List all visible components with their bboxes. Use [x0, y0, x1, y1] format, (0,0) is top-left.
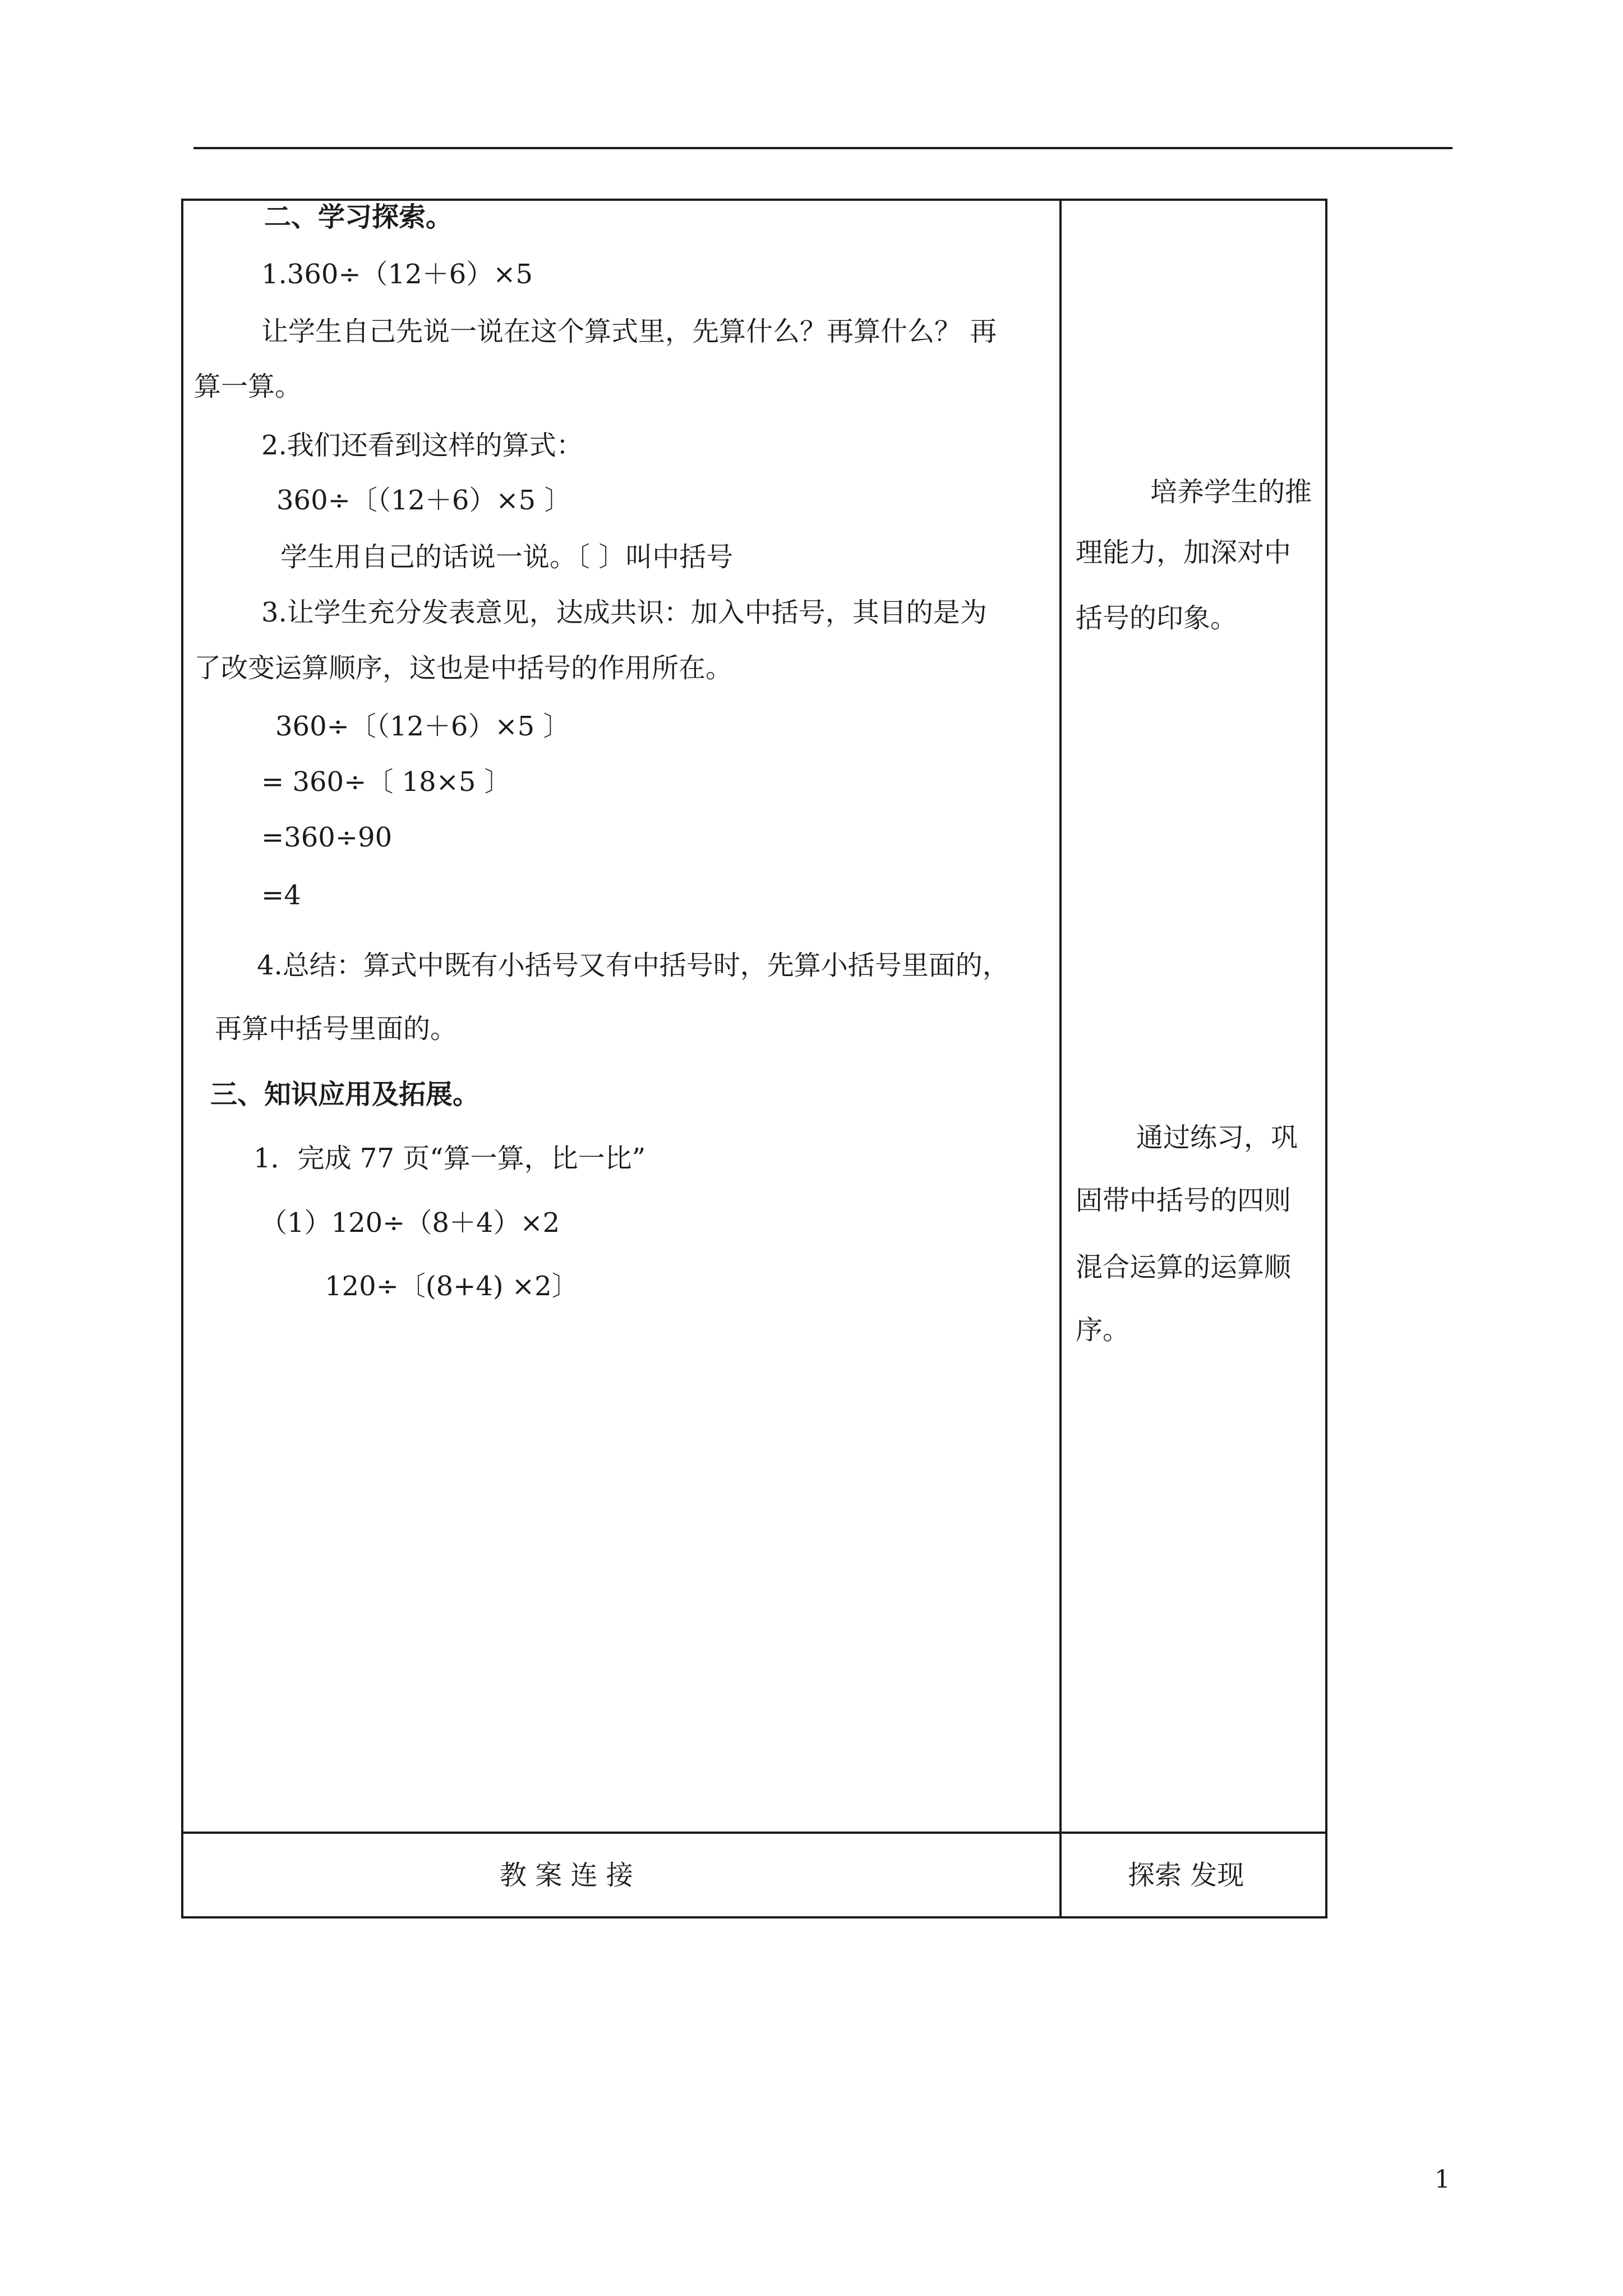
item1-description-line1: 让学生自己先说一说在这个算式里，先算什么？再算什么？ 再	[261, 316, 997, 347]
calc-step-3: =360÷90	[261, 822, 393, 853]
calc-step-4: =4	[261, 880, 301, 911]
item1-expression: 1.360÷（12＋6）×5	[261, 259, 533, 290]
item3-line1: 3.让学生充分发表意见，达成共识：加入中括号，其目的是为	[261, 597, 987, 628]
exercise1-part-b: 120÷〔(8+4) ×2〕	[325, 1271, 579, 1302]
footer-label-lesson-link: 教 案 连 接	[500, 1860, 633, 1891]
section-title-application: 三、知识应用及拓展。	[210, 1079, 480, 1110]
exercise1-title: 1．完成 77 页“算一算，比一比”	[253, 1143, 646, 1174]
page-number: 1	[1435, 2165, 1450, 2194]
footer-row-divider	[181, 1832, 1327, 1834]
side-note2-line4: 序。	[1076, 1314, 1130, 1346]
header-rule	[193, 147, 1453, 149]
footer-label-explore-discover: 探索 发现	[1128, 1860, 1244, 1891]
side-note1-line2: 理能力，加深对中	[1076, 537, 1292, 568]
column-divider	[1059, 199, 1062, 1918]
item3-line2: 了改变运算顺序，这也是中括号的作用所在。	[194, 652, 733, 684]
item2-intro: 2.我们还看到这样的算式：	[261, 430, 583, 461]
item2-expression: 360÷〔（12＋6）×5 〕	[276, 485, 571, 516]
item4-line2: 再算中括号里面的。	[215, 1013, 458, 1045]
item4-line1: 4.总结：算式中既有小括号又有中括号时，先算小括号里面的，	[257, 950, 1009, 981]
side-note1-line3: 括号的印象。	[1076, 602, 1238, 634]
item2-description: 学生用自己的话说一说。〔 〕叫中括号	[280, 541, 734, 573]
side-note1-line1: 培养学生的推	[1150, 476, 1312, 508]
calc-step-2: = 360÷〔 18×5 〕	[261, 766, 511, 798]
side-note2-line3: 混合运算的运算顺	[1076, 1251, 1292, 1283]
calc-step-1: 360÷〔（12＋6）×5 〕	[275, 711, 570, 742]
exercise1-part-a: （1）120÷（8＋4）×2	[260, 1207, 560, 1239]
section-title-exploration: 二、学习探索。	[264, 201, 453, 233]
side-note2-line2: 固带中括号的四则	[1076, 1185, 1292, 1216]
side-note2-line1: 通过练习，巩	[1136, 1122, 1298, 1153]
item1-description-line2: 算一算。	[194, 371, 302, 402]
